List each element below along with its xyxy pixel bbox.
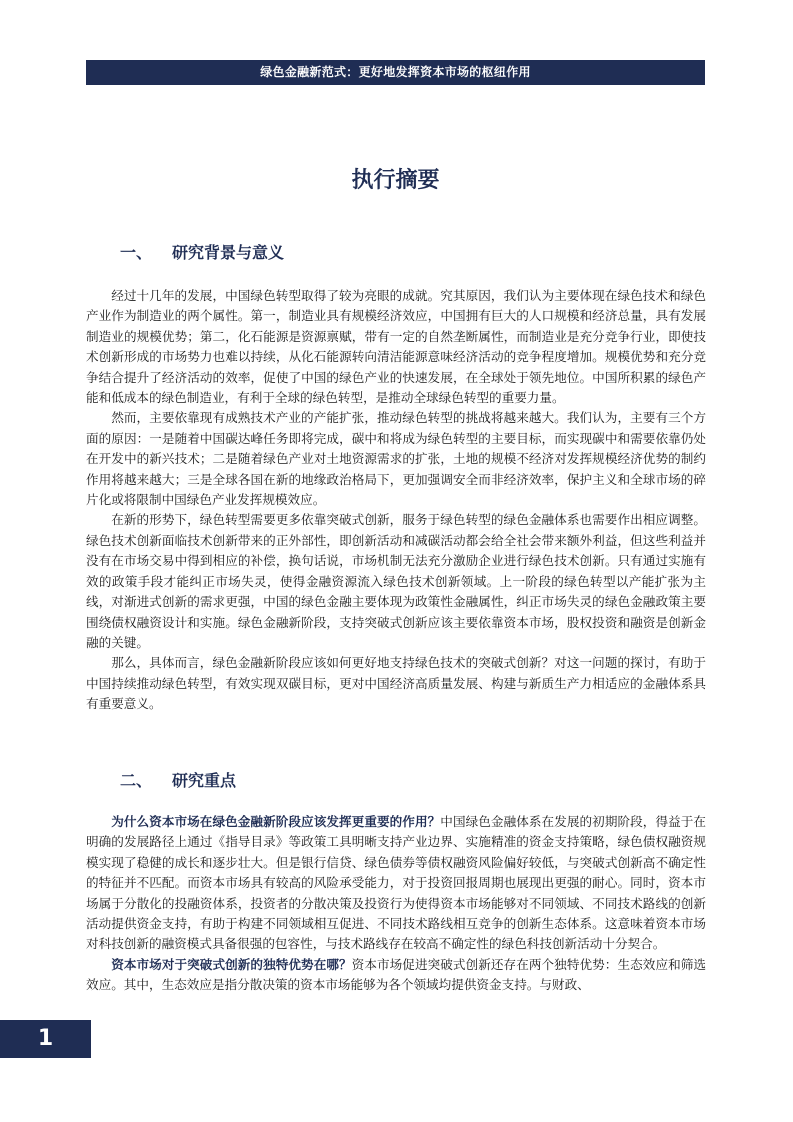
paragraph: 经过十几年的发展，中国绿色转型取得了较为亮眼的成就。究其原因，我们认为主要体现在绿色技术和绿色产业作为制造业的两个属性。第一，制造业具有规模经济效应，中国拥有巨大的人口规模和经济总量，具有发展制造业的规模优势；第二，化石能源是资源禀赋，带有一定的自然垄断属性，而制造业是充分竞争行业，即使技术创新形成的市场势力也难以持续，从化石能源转向清洁能源意味经济活动的竞争程度增加。规模优势和充分竞争结合提升了经济活动的效率，促使了中国的绿色产业的快速发展，在全球处于领先地位。中国所积累的绿色产能和低成本的绿色制造业，有利于全球的绿色转型，是推动全球绿色转型的重要力量。 — [86, 288, 706, 406]
paragraph — [86, 812, 706, 955]
page-title: 执行摘要 — [351, 168, 440, 193]
paragraph-lead: 资本市场对于突破式创新的独特优势在哪？ — [111, 956, 352, 972]
paragraph: 那么，具体而言，绿色金融新阶段应该如何更好地支持绿色技术的突破式创新？对这一问题的探讨，有助于中国持续推动绿色转型，有效实现双碳目标，更对中国经济高质量发展、构建与新质生产力相适应的金融体系具有重要意义。 — [86, 655, 706, 712]
section-number: 一、 — [120, 243, 153, 262]
paragraph: 然而，主要依靠现有成熟技术产业的产能扩张，推动绿色转型的挑战将越来越大。我们认为，主要有三个方面的原因：一是随着中国碳达峰任务即将完成，碳中和将成为绿色转型的主要目标，而实现碳中和需要依靠仍处在开发中的新兴技术；二是随着绿色产业对土地资源需求的扩张，土地的规模不经济对发挥规模经济优势的制约作用将越来越大；三是全球各国在新的地缘政治格局下，更加强调安全而非经济效率，保护主义和全球市场的碎片化或将限制中国绿色产业发挥规模效应。 — [86, 410, 706, 508]
paragraph-lead: 为什么资本市场在绿色金融新阶段应该发挥更重要的作用？ — [111, 814, 441, 829]
section-heading-background — [120, 242, 284, 264]
paragraph — [86, 955, 706, 996]
paragraph-text: 中国绿色金融体系在发展的初期阶段，得益于在明确的发展路径上通过《指导目录》等政策工具明晰支持产业边界、实施精准的资金支持策略，绿色债权融资规模实现了稳健的成长和逐步壮大。但是银行信贷、绿色债券等债权融资风险偏好较低，与突破式创新高不确定性的特征并不匹配。而资本市场具有较高的风险承受能力，对于投资回报周期也展现出更强的耐心。同时，资本市场属于分散化的投融资体系，投资者的分散决策及投资行为使得资本市场能够对不同领域、不同技术路线的创新活动提供资金支持，有助于构建不同领域相互促进、不同技术路线相互竞争的创新生态体系。这意味着资本市场对科技创新的融资模式具备很强的包容性，与技术路线存在较高不确定性的绿色科技创新活动十分契合。 — [86, 814, 707, 952]
paragraph: 在新的形势下，绿色转型需要更多依靠突破式创新，服务于绿色转型的绿色金融体系也需要作出相应调整。绿色技术创新面临技术创新带来的正外部性，即创新活动和减碳活动都会给全社会带来额外利益，但这些利益并没有在市场交易中得到相应的补偿，换句话说，市场机制无法充分激励企业进行绿色技术创新。只有通过实施有效的政策手段才能纠正市场失灵，使得金融资源流入绿色技术创新领域。上一阶段的绿色转型以产能扩张为主线，对渐进式创新的需求更强，中国的绿色金融主要体现为政策性金融属性，纠正市场失灵的绿色金融政策主要围绕债权融资设计和实施。绿色金融新阶段，支持突破式创新应该主要依靠资本市场，股权投资和融资是创新金融的关键。 — [86, 512, 706, 650]
section-heading-focus — [120, 770, 236, 792]
section-body-background — [86, 286, 706, 715]
paragraph-text: 资本市场促进突破式创新还存在两个独特优势：生态效应和筛选效应。其中，生态效应是指分散决策的资本市场能够为各个领域均提供资金支持。与财政、 — [86, 956, 707, 993]
section-title: 研究背景与意义 — [172, 243, 285, 262]
section-number: 二、 — [120, 771, 153, 790]
section-body-focus — [86, 812, 706, 996]
page-number: 1 — [0, 1020, 91, 1058]
section-title: 研究重点 — [172, 771, 237, 790]
header-title: 绿色金融新范式：更好地发挥资本市场的枢纽作用 — [260, 65, 531, 79]
header-bar — [86, 60, 705, 85]
